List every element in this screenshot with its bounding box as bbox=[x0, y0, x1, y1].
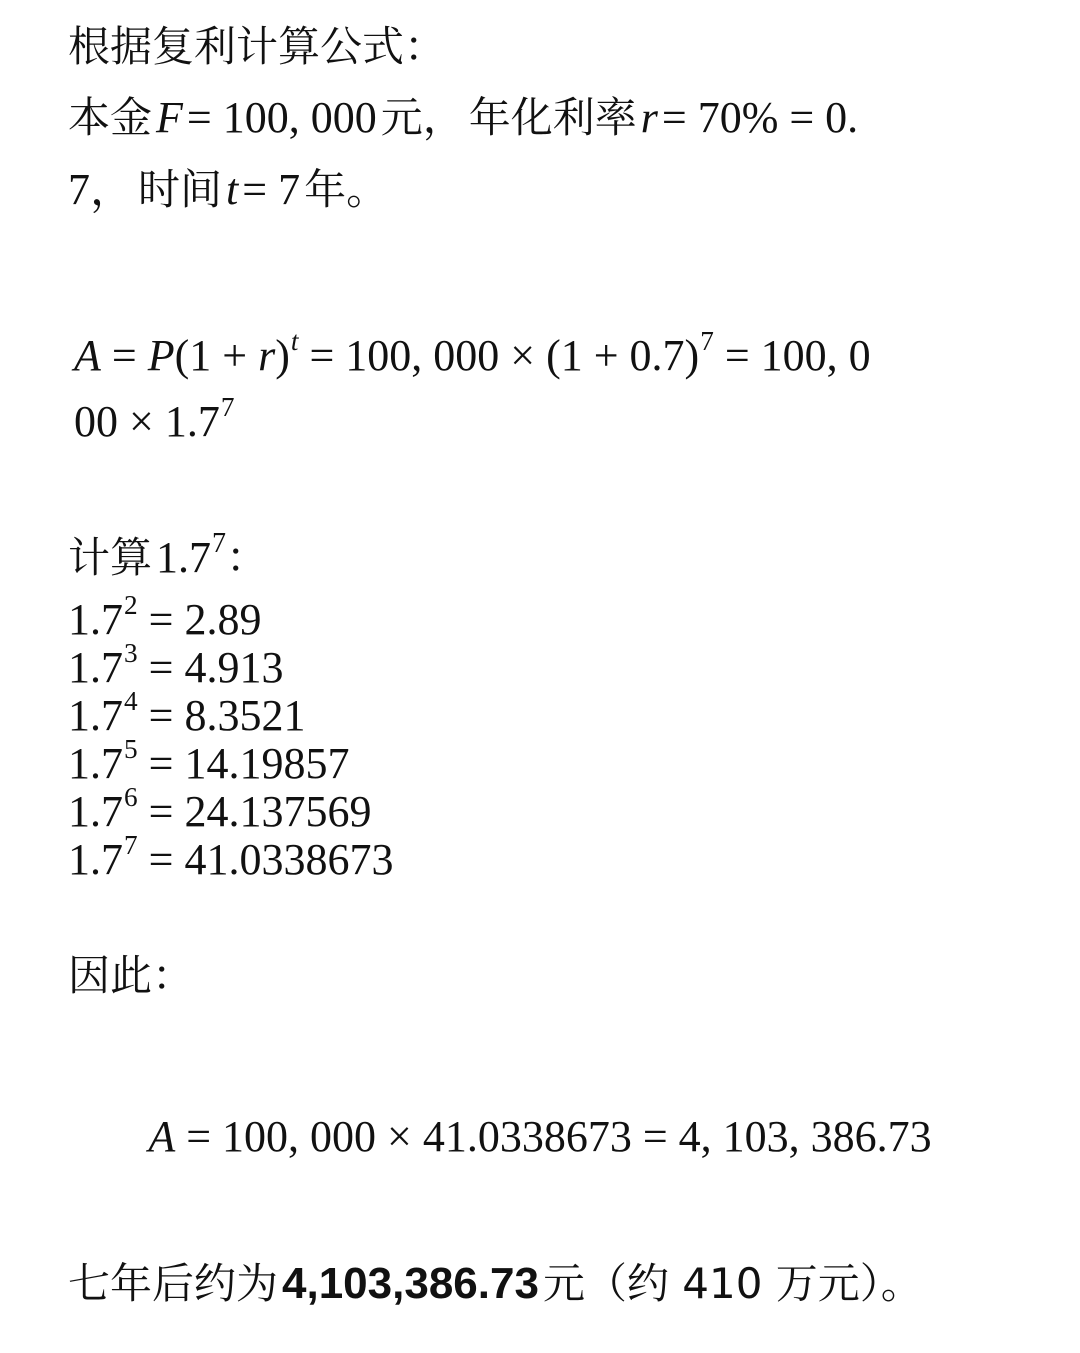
compute-row-result: = 24.137569 bbox=[148, 787, 372, 836]
compute-row-base: 1.7 bbox=[68, 739, 123, 788]
compute-row-result: = 8.3521 bbox=[148, 691, 306, 740]
final-formula bbox=[0, 1112, 1080, 1161]
time-value: = 7 bbox=[242, 165, 301, 214]
compute-row-exp: 4 bbox=[124, 686, 138, 717]
conclusion-prefix: 七年后约为 bbox=[68, 1259, 279, 1308]
compute-row-exp: 7 bbox=[124, 830, 138, 861]
compute-row-result: = 41.0338673 bbox=[148, 835, 394, 884]
compute-row bbox=[68, 590, 262, 644]
time-line bbox=[68, 165, 389, 214]
formula-p: P bbox=[147, 331, 175, 380]
compute-row-base: 1.7 bbox=[68, 595, 123, 644]
formula-exp1: 7 bbox=[700, 326, 714, 357]
time-label: 时间 bbox=[138, 165, 223, 214]
compute-row-base: 1.7 bbox=[68, 643, 123, 692]
formula-close: ) bbox=[275, 331, 290, 380]
formula-rhs2: = 100, 0 bbox=[724, 331, 871, 380]
compute-row-result: = 4.913 bbox=[148, 643, 284, 692]
compute-base: 1.7 bbox=[156, 533, 212, 582]
formula-line-1 bbox=[74, 326, 871, 380]
therefore-label: 因此： bbox=[68, 951, 195, 1000]
conclusion-amount: 4,103,386.73 bbox=[282, 1259, 539, 1308]
formula-r: r bbox=[258, 331, 276, 380]
conclusion bbox=[68, 1259, 923, 1308]
principal-unit: 元， bbox=[380, 93, 465, 142]
formula-line-2 bbox=[74, 392, 235, 446]
compute-row bbox=[68, 734, 350, 788]
compute-heading bbox=[68, 527, 269, 582]
final-rhs: = 100, 000 × 41.0338673 = 4, 103, 386.73 bbox=[186, 1112, 932, 1161]
compute-row-exp: 2 bbox=[124, 590, 138, 621]
formula-lhs: A bbox=[74, 331, 101, 380]
compute-row-base: 1.7 bbox=[68, 787, 123, 836]
compute-row-base: 1.7 bbox=[68, 691, 123, 740]
formula-rhs1: = 100, 000 × (1 + 0.7) bbox=[309, 331, 700, 380]
compute-row-exp: 6 bbox=[124, 782, 138, 813]
principal-value: = 100, 000 bbox=[186, 93, 377, 142]
compute-row-exp: 3 bbox=[124, 638, 138, 669]
compute-row-exp: 5 bbox=[124, 734, 138, 765]
formula-exp-t: t bbox=[290, 326, 299, 357]
compute-label: 计算 bbox=[68, 533, 153, 582]
time-unit: 年。 bbox=[304, 165, 389, 214]
conclusion-suffix: 元（约 410 万元）。 bbox=[542, 1259, 923, 1308]
compute-row-result: = 14.19857 bbox=[148, 739, 350, 788]
compute-row bbox=[68, 782, 372, 836]
intro-title: 根据复利计算公式： bbox=[68, 22, 447, 71]
formula-exp2: 7 bbox=[220, 392, 235, 423]
compute-row bbox=[68, 686, 306, 740]
principal-label: 本金 bbox=[68, 93, 153, 142]
compute-row bbox=[68, 638, 284, 692]
rate-tail: 7， bbox=[68, 165, 134, 214]
formula-line2-text: 00 × 1.7 bbox=[74, 397, 220, 446]
compute-row-base: 1.7 bbox=[68, 835, 123, 884]
compute-exp: 7 bbox=[212, 527, 227, 559]
rate-var: r bbox=[640, 93, 658, 142]
compute-row bbox=[68, 830, 394, 884]
final-lhs: A bbox=[148, 1112, 176, 1161]
formula-eq: = bbox=[111, 331, 137, 380]
time-var: t bbox=[226, 165, 239, 214]
rate-label: 年化利率 bbox=[468, 93, 637, 142]
principal-var: F bbox=[156, 93, 183, 142]
compute-colon: ： bbox=[226, 533, 269, 582]
compute-row-result: = 2.89 bbox=[148, 595, 262, 644]
rate-value: = 70% = 0. bbox=[661, 93, 859, 142]
principal-line bbox=[68, 93, 859, 142]
formula-paren: (1 + bbox=[174, 331, 259, 380]
